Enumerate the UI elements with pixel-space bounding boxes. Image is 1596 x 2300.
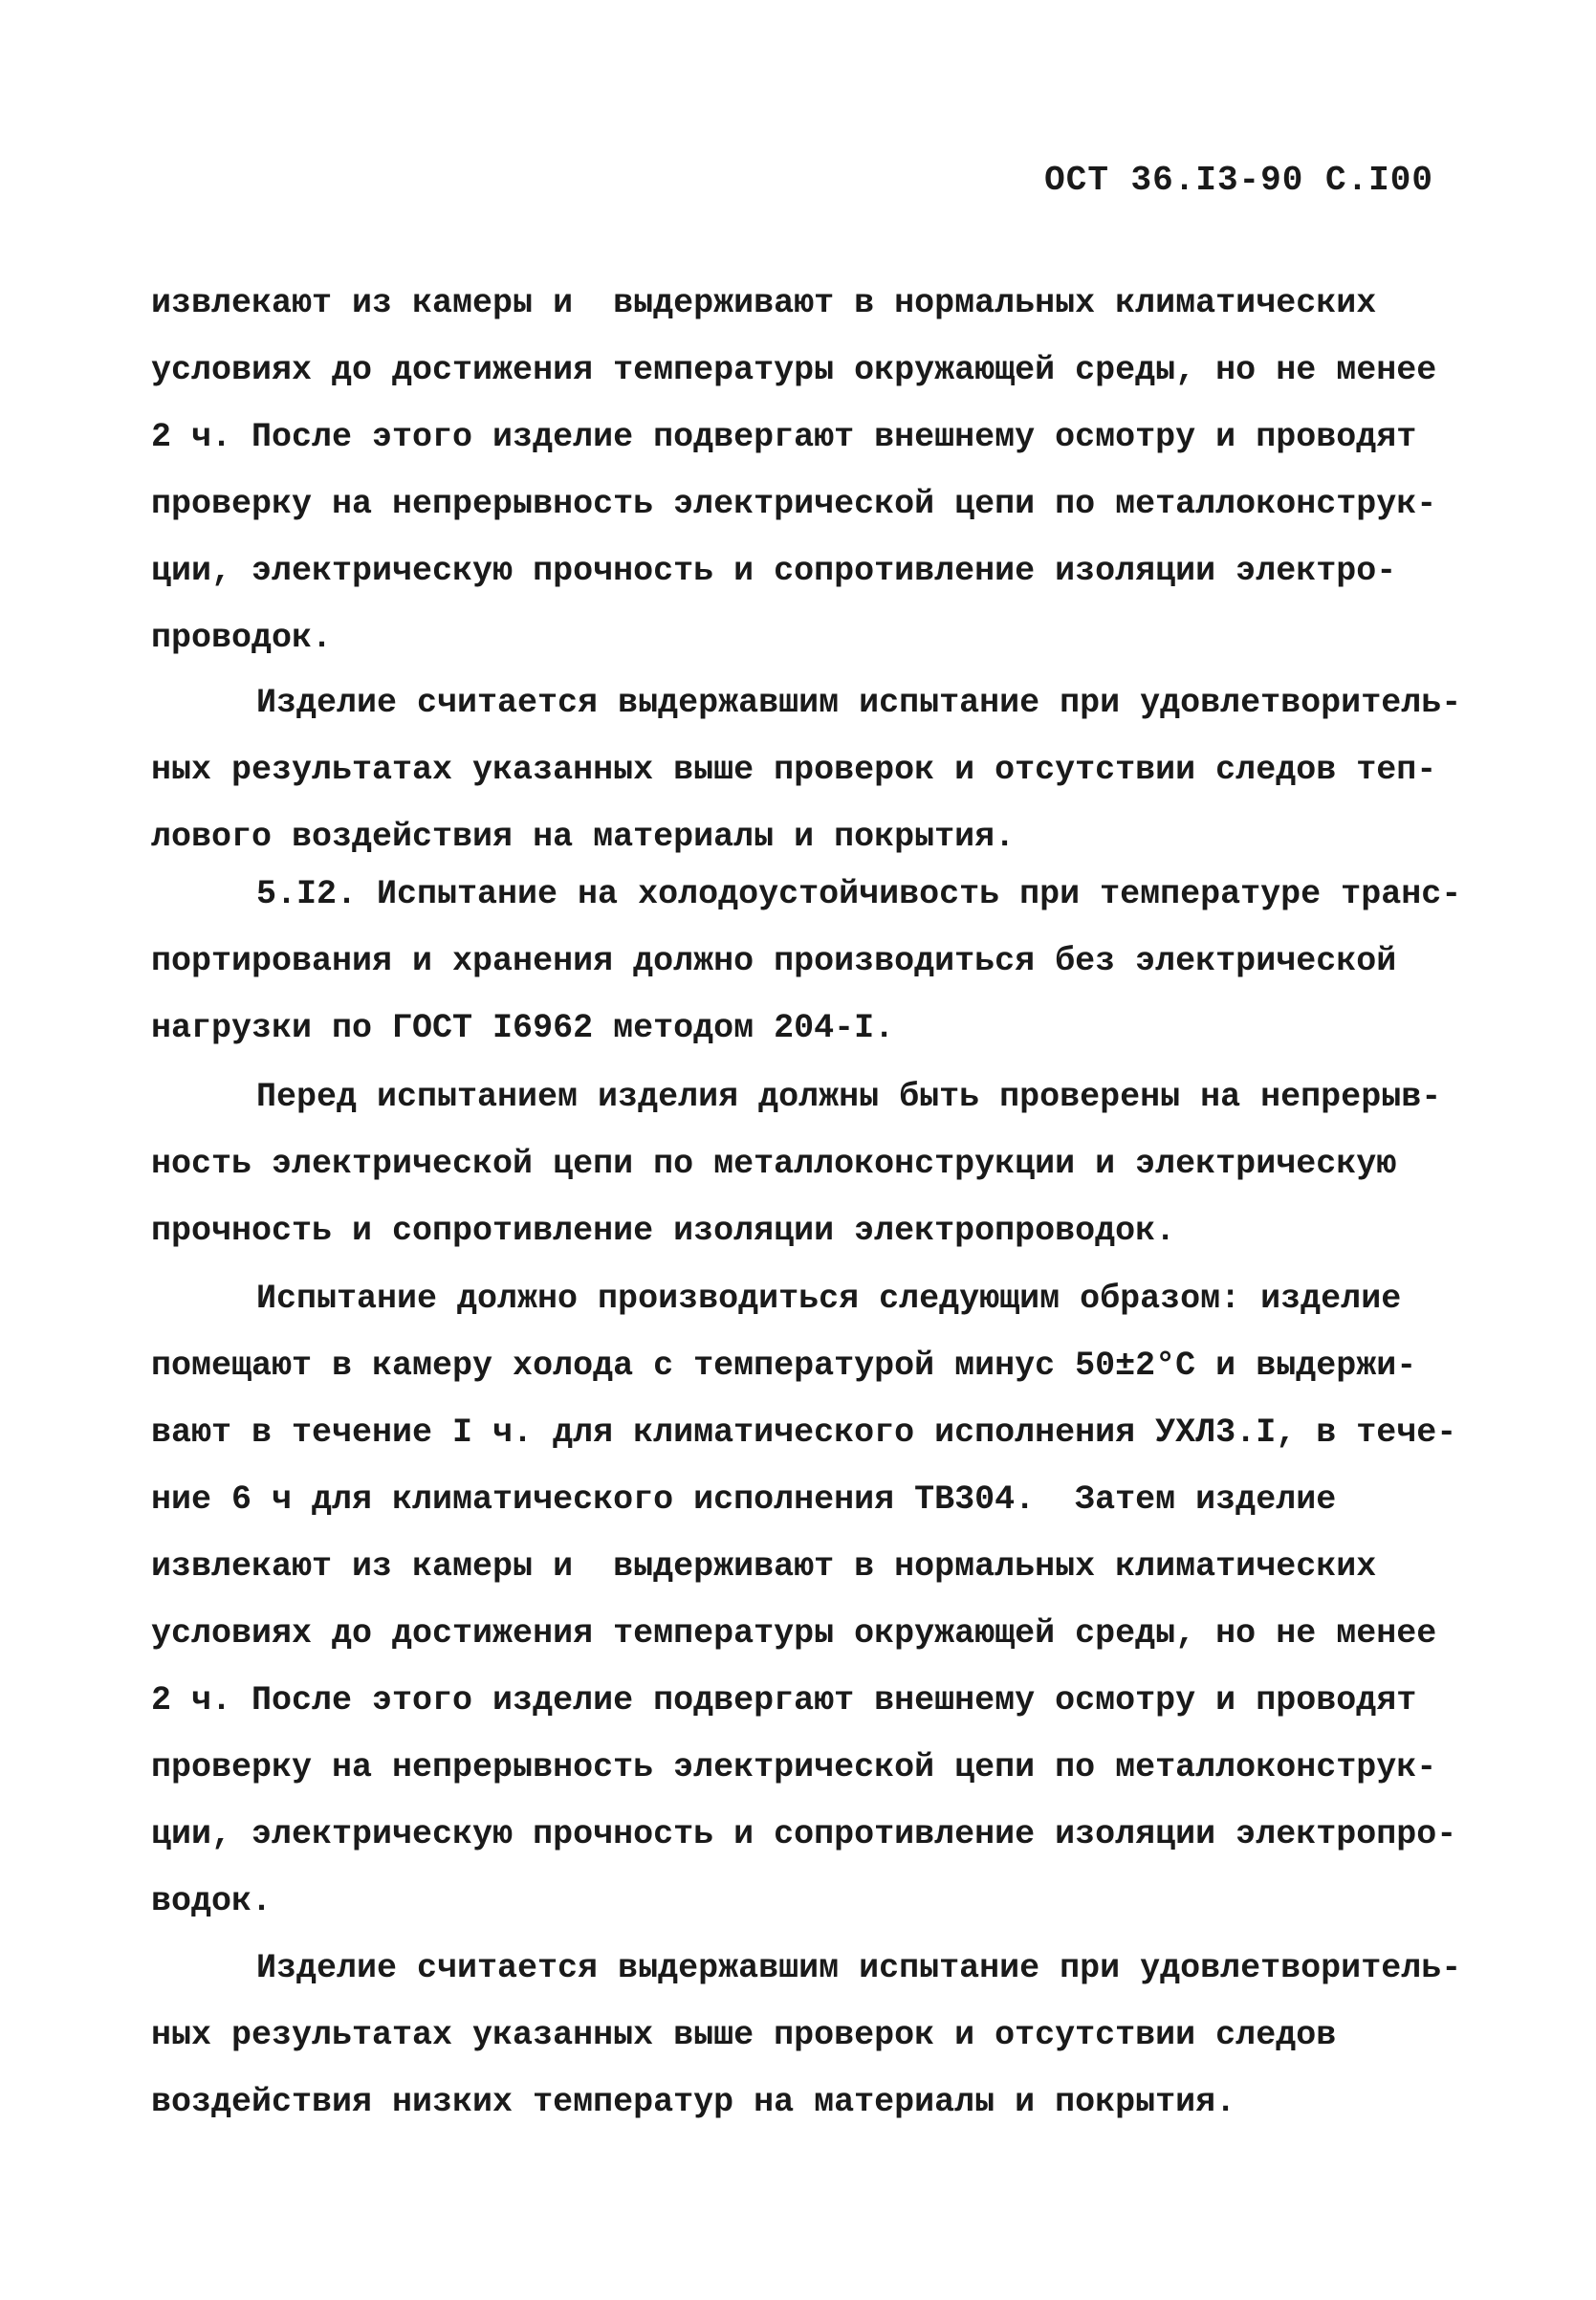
- text-line: условиях до достижения температуры окружающей среды, но не менее: [151, 1614, 1437, 1653]
- document-reference: ОСТ 36.I3-90 С.I00: [1044, 161, 1433, 200]
- text-line: помещают в камеру холода с температурой минус 50±2°С и выдержи-: [151, 1347, 1417, 1385]
- text-line: воздействия низких температур на материалы и покрытия.: [151, 2083, 1236, 2121]
- text-line: вают в течение I ч. для климатического исполнения УХЛ3.I, в тече-: [151, 1413, 1457, 1452]
- paragraph-6: [151, 1935, 1499, 2136]
- text-line: проводок.: [151, 619, 333, 657]
- text-line: водок.: [151, 1882, 273, 1920]
- text-line: 5.I2. Испытание на холодоустойчивость при температуре транс-: [256, 875, 1462, 913]
- paragraph-3: [151, 861, 1499, 1062]
- text-line: Изделие считается выдержавшим испытание при удовлетворитель-: [256, 1949, 1462, 1987]
- text-line: проверку на непрерывность электрической цепи по металлоконструк-: [151, 1748, 1437, 1786]
- text-line: ние 6 ч для климатического исполнения ТВ304. Затем изделие: [151, 1480, 1337, 1519]
- text-line: Испытание должно производиться следующим образом: изделие: [256, 1280, 1402, 1318]
- paragraph-2: [151, 669, 1499, 870]
- text-line: 2 ч. После этого изделие подвергают внешнему осмотру и проводят: [151, 1681, 1417, 1720]
- text-line: нагрузки по ГОСТ I6962 методом 204-I.: [151, 1009, 895, 1047]
- text-line: 2 ч. После этого изделие подвергают внешнему осмотру и проводят: [151, 418, 1417, 456]
- text-line: прочность и сопротивление изоляции электропроводок.: [151, 1212, 1176, 1250]
- paragraph-4: [151, 1063, 1499, 1264]
- text-line: ных результатах указанных выше проверок и отсутствии следов теп-: [151, 751, 1437, 789]
- text-line: условиях до достижения температуры окружающей среды, но не менее: [151, 351, 1437, 389]
- text-line: лового воздействия на материалы и покрытия.: [151, 818, 1016, 856]
- text-line: ции, электрическую прочность и сопротивление изоляции электро-: [151, 552, 1397, 590]
- text-line: извлекают из камеры и выдерживают в нормальных климатических: [151, 1547, 1377, 1586]
- paragraph-1: [151, 270, 1499, 671]
- text-line: проверку на непрерывность электрической цепи по металлоконструк-: [151, 485, 1437, 523]
- paragraph-5: [151, 1265, 1499, 1935]
- text-line: портирования и хранения должно производиться без электрической: [151, 942, 1397, 980]
- text-line: извлекают из камеры и выдерживают в нормальных климатических: [151, 284, 1377, 322]
- text-line: ность электрической цепи по металлоконструкции и электрическую: [151, 1145, 1397, 1183]
- text-line: Перед испытанием изделия должны быть проверены на непрерыв-: [256, 1078, 1442, 1116]
- text-line: Изделие считается выдержавшим испытание при удовлетворитель-: [256, 684, 1462, 722]
- text-line: ных результатах указанных выше проверок и отсутствии следов: [151, 2016, 1337, 2054]
- text-line: ции, электрическую прочность и сопротивление изоляции электропро-: [151, 1815, 1457, 1853]
